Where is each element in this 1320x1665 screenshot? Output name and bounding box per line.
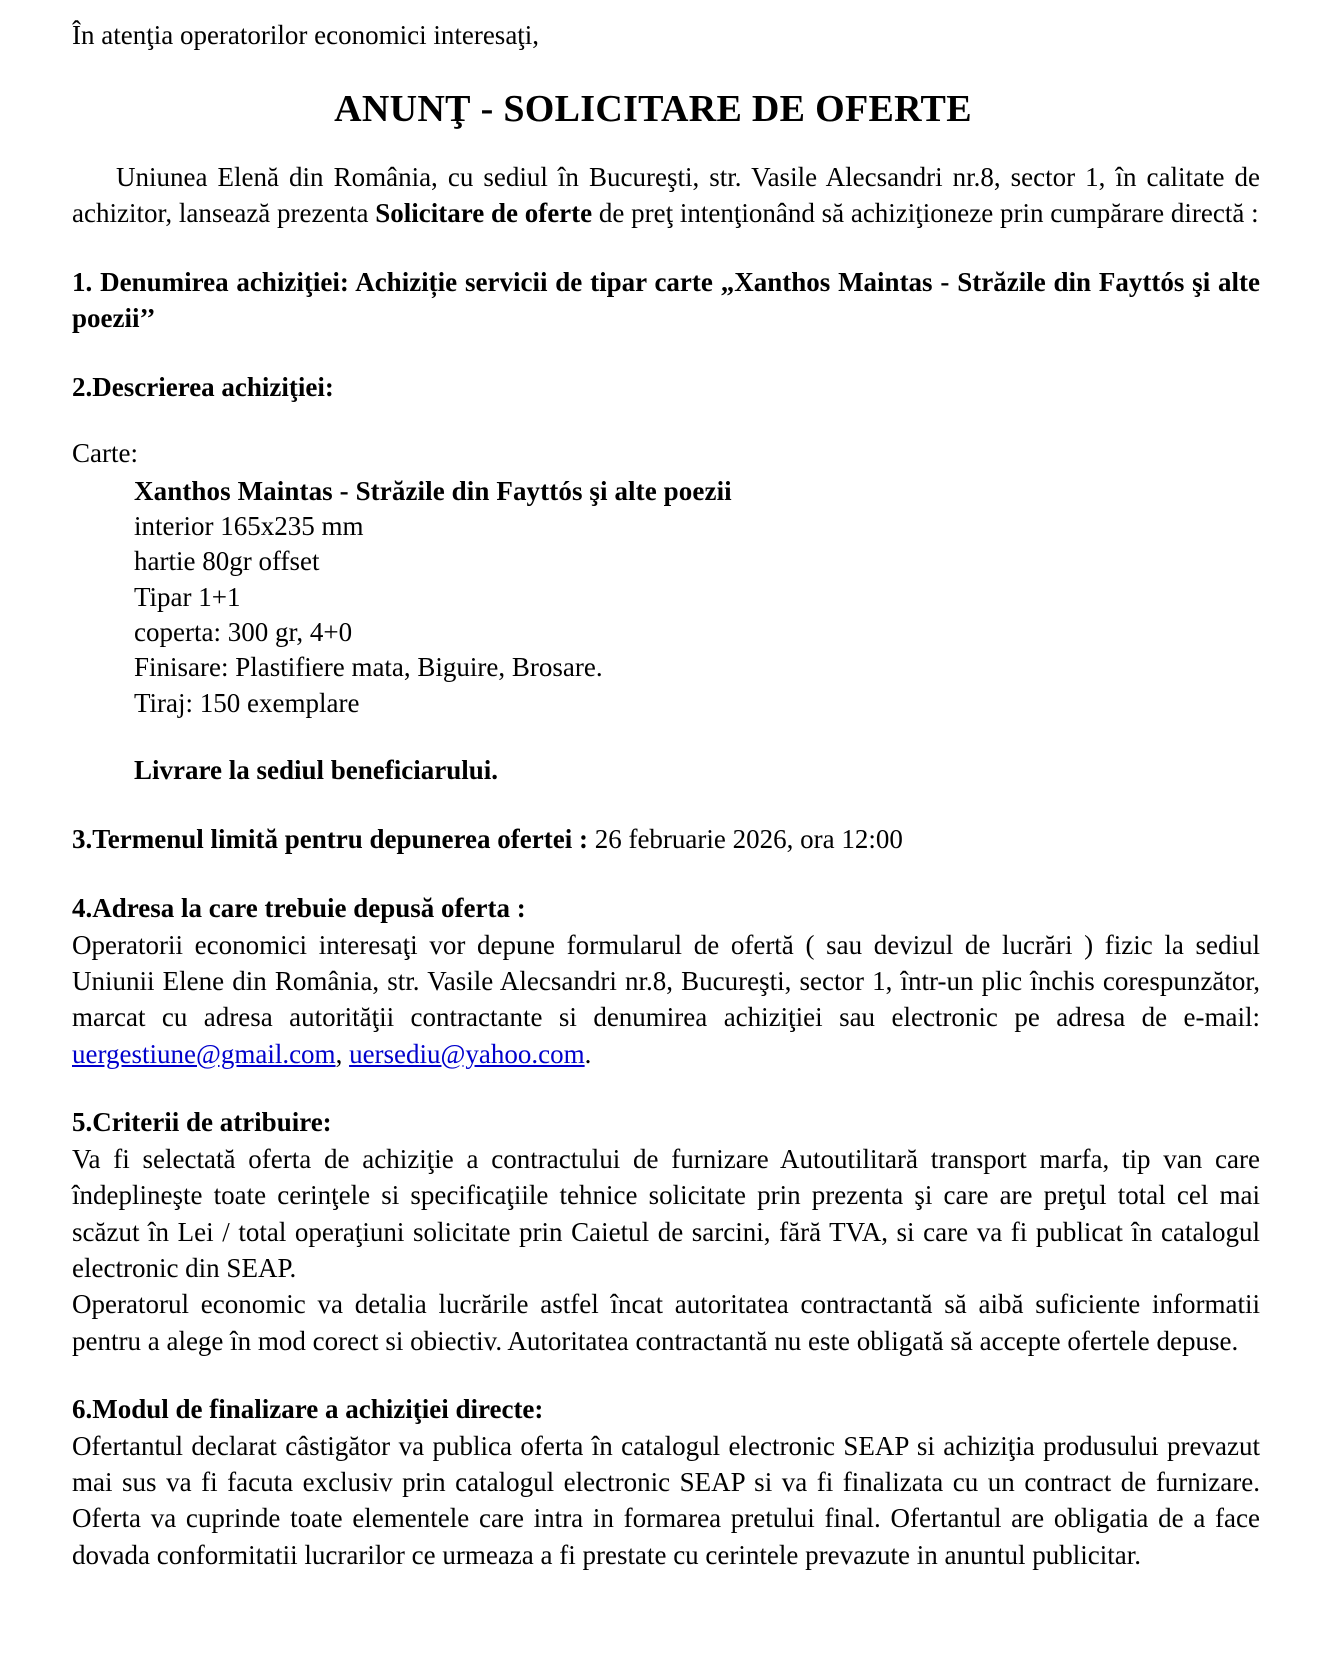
address-text-before-emails: Operatorii economici interesaţi vor depune formularul de ofertă ( sau devizul de lucrări ) fizic la sediul Uniunii Elene din România, str. Vasile Alecsandri nr.8, Bucureşti, sector 1, într-un plic închis corespunzător, marcat cu adresa autorităţii contractante si denumirea achiziţiei sau electronic pe adresa de e-mail: [72, 929, 1260, 1033]
criteria-paragraph-1: Va fi selectată oferta de achiziţie a contractului de furnizare Autoutilitară transport marfa, tip van care îndeplineşte toate cerinţele si specificaţiile tehnice solicitate prin prezenta şi care are preţul total cel mai scăzut în Lei / total operaţiuni solicitate prin Caietul de sarcini, fără TVA, si care va fi publicat în catalogul electronic din SEAP. [72, 1143, 1260, 1283]
email-link-yahoo[interactable]: uersediu@yahoo.com [349, 1038, 585, 1069]
section-heading-4: 4.Adresa la care trebuie depusă oferta : [72, 892, 526, 923]
email-separator: , [335, 1038, 350, 1069]
email-link-gmail[interactable]: uergestiune@gmail.com [72, 1038, 336, 1069]
intro-emphasis: Solicitare de oferte [375, 198, 593, 229]
intro-part-1: Uniunea Elenă din România, cu sediul în Bucureşti, str. Vasile Alecsandri nr.8, sector 1, în calitate de achizitor, lansează prezenta [72, 162, 1260, 229]
section-heading-2: 2.Descrierea achiziţiei: [72, 371, 334, 402]
spec-finishing: Finisare: Plastifiere mata, Biguire, Brosare. [134, 652, 603, 683]
deadline-label: 3.Termenul limită pentru depunerea ofertei : [72, 824, 595, 854]
spec-print-run: Tiraj: 150 exemplare [134, 687, 360, 718]
section-heading-6: 6.Modul de finalizare a achiziţiei directe: [72, 1393, 544, 1424]
deadline-value: 26 februarie 2026, ora 12:00 [594, 824, 903, 854]
delivery-note: Livrare la sediul beneficiarului. [134, 755, 498, 786]
criteria-paragraph-2: Operatorul economic va detalia lucrările astfel încat autoritatea contractantă să aibă suficiente informatii pentru a alege în mod corect si obiectiv. Autoritatea contractantă nu este obligată să accepte ofertele depuse. [72, 1289, 1260, 1356]
intro-paragraph [72, 160, 1260, 232]
section-heading-3 [72, 822, 1260, 858]
book-spec-block [72, 474, 1260, 722]
spec-interior: interior 165x235 mm [134, 510, 364, 541]
book-title: Xanthos Maintas - Străzile din Fayttós şi alte poezii [134, 475, 732, 506]
intro-part-2: de preţ intenţionând să achiziţioneze prin cumpărare directă : [592, 198, 1259, 229]
spec-cover: coperta: 300 gr, 4+0 [134, 617, 353, 648]
attention-line: În atenţia operatorilor economici interesaţi, [72, 20, 540, 50]
address-text-after-emails: . [584, 1038, 592, 1069]
finalization-paragraph: Ofertantul declarat câstigător va publica oferta în catalogul electronic SEAP si achiziţia produsului prevazut mai sus va fi facuta exclusiv prin catalogul electronic SEAP si va fi finalizata cu un contract de furnizare. Oferta va cuprinde toate elementele care intra in formarea pretului final. Ofertantul are obligatia de a face dovada conformitatii lucrarilor ce urmeaza a fi prestate cu cerintele prevazute in anuntul publicitar. [72, 1430, 1260, 1570]
section-heading-5: 5.Criterii de atribuire: [72, 1107, 332, 1138]
description-label: Carte: [72, 437, 138, 468]
spec-paper: hartie 80gr offset [134, 546, 320, 577]
page-title: ANUNŢ - SOLICITARE DE OFERTE [334, 87, 972, 130]
address-paragraph [72, 927, 1260, 1072]
spec-print: Tipar 1+1 [134, 581, 241, 612]
section-heading-1: 1. Denumirea achiziţiei: Achiziție servicii de tipar carte „Xanthos Maintas - Străzile din Fayttós şi alte poezii’’ [72, 266, 1260, 333]
